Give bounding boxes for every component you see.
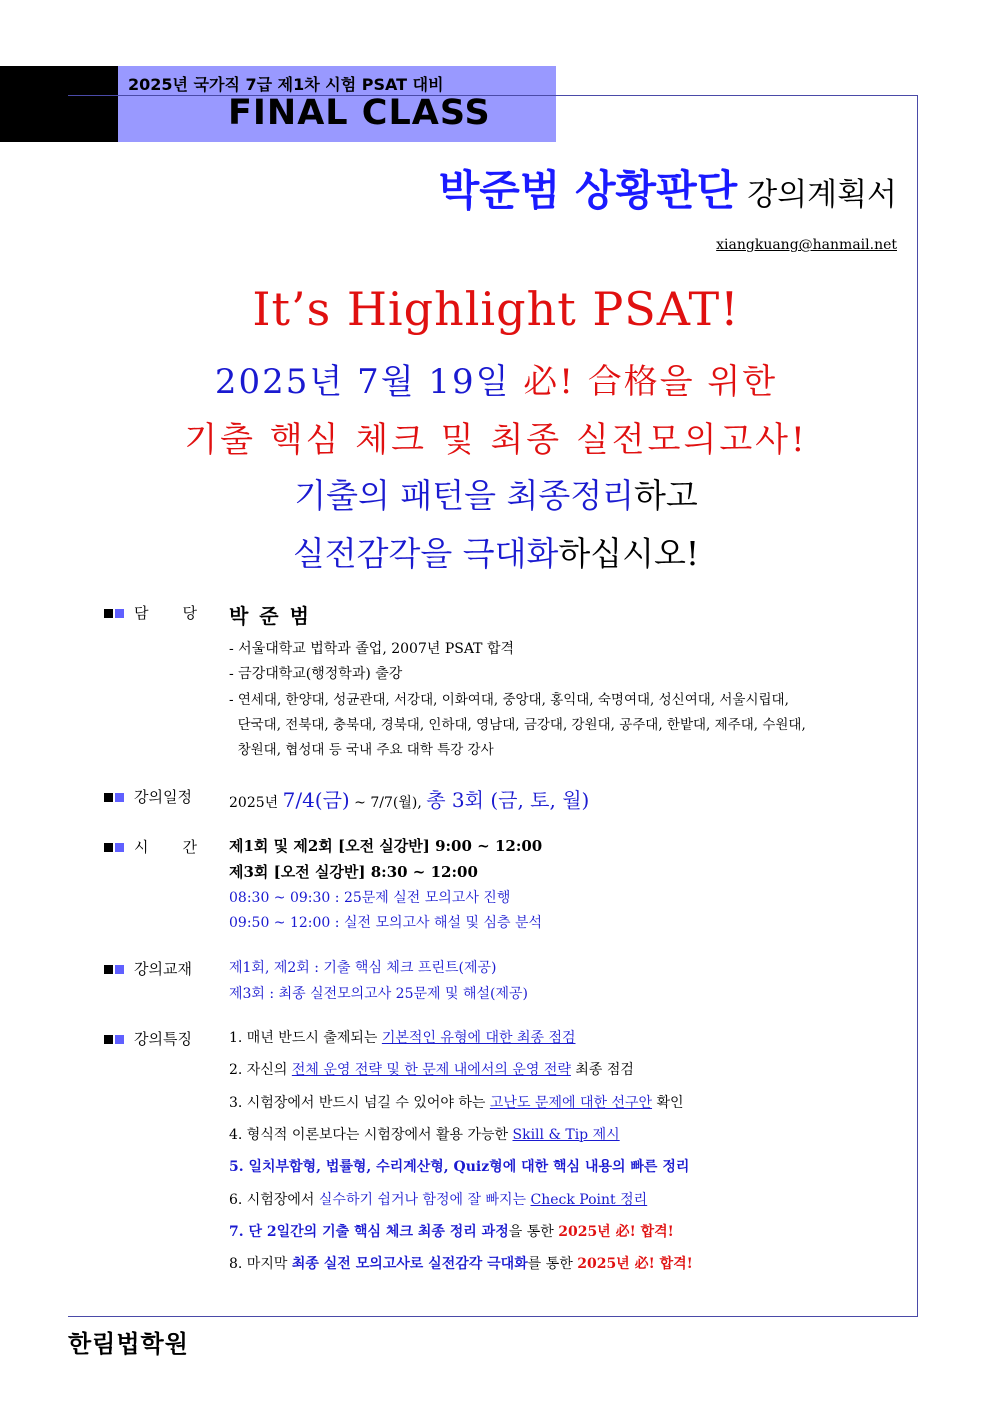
bullet-square-icon bbox=[104, 1035, 113, 1044]
label-part: 시 bbox=[134, 838, 149, 856]
headline-sense-a: 실전감각을 극대화 bbox=[292, 534, 559, 573]
schedule-text bbox=[229, 784, 589, 813]
time-line: 제1회 및 제2회 [오전 실강반] 9:00 ~ 12:00 bbox=[229, 837, 543, 855]
bio-line: 창원대, 협성대 등 국내 주요 대학 특강 강사 bbox=[229, 742, 494, 758]
feature-text: 4. 형식적 이론보다는 시험장에서 활용 가능한 bbox=[229, 1127, 513, 1143]
bullet-square-icon bbox=[104, 609, 113, 618]
label-text: 강의특징 bbox=[134, 1030, 192, 1048]
feature-item bbox=[229, 1092, 684, 1112]
feature-text: 1. 매년 반드시 출제되는 bbox=[229, 1030, 382, 1046]
bullet-square-icon bbox=[115, 609, 124, 618]
headline-sense bbox=[0, 528, 992, 575]
section-label-time bbox=[104, 836, 197, 857]
bullet-square-icon bbox=[104, 965, 113, 974]
feature-text: 을 통한 bbox=[508, 1224, 559, 1240]
time-line: 제3회 [오전 실강반] 8:30 ~ 12:00 bbox=[229, 863, 478, 881]
label-part: 당 bbox=[182, 604, 197, 622]
bullet-square-icon bbox=[115, 965, 124, 974]
section-label-instructor bbox=[104, 602, 197, 623]
feature-text: 6. 시험장에서 bbox=[229, 1192, 319, 1208]
feature-highlight: 기본적인 유형에 대한 최종 점검 bbox=[381, 1030, 576, 1046]
headline-pattern bbox=[0, 470, 992, 517]
bio-line: - 서울대학교 법학과 졸업, 2007년 PSAT 합격 bbox=[229, 641, 515, 657]
feature-item bbox=[229, 1221, 674, 1241]
section-label-features bbox=[104, 1028, 192, 1049]
schedule-total: 총 3회 (금, 토, 월) bbox=[426, 788, 590, 812]
headline-sense-b: 하십시오! bbox=[558, 534, 700, 573]
headline-date bbox=[0, 354, 992, 403]
feature-text: 최종 점검 bbox=[570, 1062, 634, 1078]
feature-highlight: 고난도 문제에 대한 선구안 bbox=[489, 1095, 653, 1111]
feature-pass: 2025년 必! 합격! bbox=[558, 1224, 674, 1240]
label-part: 간 bbox=[182, 838, 197, 856]
feature-text: 8. 마지막 bbox=[229, 1256, 292, 1272]
feature-highlight: 실수하기 쉽거나 함정에 잘 빠지는 bbox=[318, 1192, 527, 1208]
feature-text: 3. 시험장에서 반드시 넘길 수 있어야 하는 bbox=[229, 1095, 490, 1111]
materials-line: 제1회, 제2회 : 기출 핵심 체크 프린트(제공) bbox=[229, 960, 497, 976]
bullet-square-icon bbox=[104, 843, 113, 852]
section-label-schedule bbox=[104, 786, 192, 807]
banner-subtitle: 2025년 국가직 7급 제1차 시험 PSAT 대비 bbox=[128, 75, 444, 94]
schedule-mid: ~ 7/7(월), bbox=[349, 795, 427, 811]
instructor-name: 박 준 범 bbox=[229, 604, 311, 628]
label-text: 강의일정 bbox=[134, 788, 192, 806]
headline-pattern-a: 기출의 패턴을 최종정리 bbox=[294, 476, 634, 515]
feature-highlight: Check Point 정리 bbox=[530, 1192, 648, 1208]
label-part: 담 bbox=[134, 604, 149, 622]
headline-course: 기출 핵심 체크 및 최종 실전모의고사! bbox=[184, 420, 808, 460]
page-title bbox=[439, 158, 897, 218]
headline-pattern-b: 하고 bbox=[634, 476, 698, 515]
feature-item bbox=[229, 1059, 634, 1079]
feature-item bbox=[229, 1124, 620, 1144]
feature-item bbox=[229, 1189, 647, 1209]
feature-item bbox=[229, 1027, 576, 1047]
bio-line: - 금강대학교(행정학과) 출강 bbox=[229, 666, 403, 682]
title-main: 박준범 상황판단 bbox=[438, 166, 738, 215]
feature-highlight: Skill & Tip 제시 bbox=[512, 1127, 620, 1143]
slogan: It’s Highlight PSAT! bbox=[252, 282, 740, 336]
bullet-square-icon bbox=[115, 793, 124, 802]
feature-highlight: 7. 단 2일간의 기출 핵심 체크 최종 정리 과정 bbox=[229, 1224, 509, 1240]
label-text: 강의교재 bbox=[134, 960, 192, 978]
feature-highlight: 전체 운영 전략 및 한 문제 내에서의 운영 전략 bbox=[291, 1062, 571, 1078]
section-label-materials bbox=[104, 958, 192, 979]
time-line: 08:30 ~ 09:30 : 25문제 실전 모의고사 진행 bbox=[229, 890, 511, 906]
bio-line: - 연세대, 한양대, 성균관대, 서강대, 이화여대, 중앙대, 홍익대, 숙명여대, 성신여대, 서울시립대, bbox=[229, 692, 789, 708]
academy-logo: 한림법학원 bbox=[68, 1330, 189, 1358]
feature-text: 를 통한 bbox=[527, 1256, 578, 1272]
title-sub: 강의계획서 bbox=[747, 177, 897, 213]
materials-line: 제3회 : 최종 실전모의고사 25문제 및 해설(제공) bbox=[229, 986, 528, 1002]
feature-text: 2. 자신의 bbox=[229, 1062, 292, 1078]
email-link[interactable]: xiangkuang@hanmail.net bbox=[716, 237, 897, 253]
bullet-square-icon bbox=[115, 843, 124, 852]
banner-title: FINAL CLASS bbox=[228, 93, 491, 133]
bullet-square-icon bbox=[115, 1035, 124, 1044]
feature-text: 확인 bbox=[652, 1095, 684, 1111]
time-line: 09:50 ~ 12:00 : 실전 모의고사 해설 및 심층 분석 bbox=[229, 915, 543, 931]
feature-pass: 2025년 必! 합격! bbox=[577, 1256, 693, 1272]
feature-highlight: 최종 실전 모의고사로 실전감각 극대화 bbox=[291, 1256, 528, 1272]
schedule-start: 7/4(금) bbox=[282, 788, 350, 812]
bullet-square-icon bbox=[104, 793, 113, 802]
schedule-year: 2025년 bbox=[229, 795, 283, 811]
bio-line: 단국대, 전북대, 충북대, 경북대, 인하대, 영남대, 금강대, 강원대, 공주대, 한밭대, 제주대, 수원대, bbox=[229, 717, 806, 733]
headline-date-a: 2025년 7월 19일 bbox=[214, 362, 524, 402]
headline-date-b: 必! 合格을 위한 bbox=[523, 362, 778, 402]
feature-item: 5. 일치부합형, 법률형, 수리계산형, Quiz형에 대한 핵심 내용의 빠른 정리 bbox=[229, 1159, 690, 1175]
feature-item bbox=[229, 1253, 693, 1273]
